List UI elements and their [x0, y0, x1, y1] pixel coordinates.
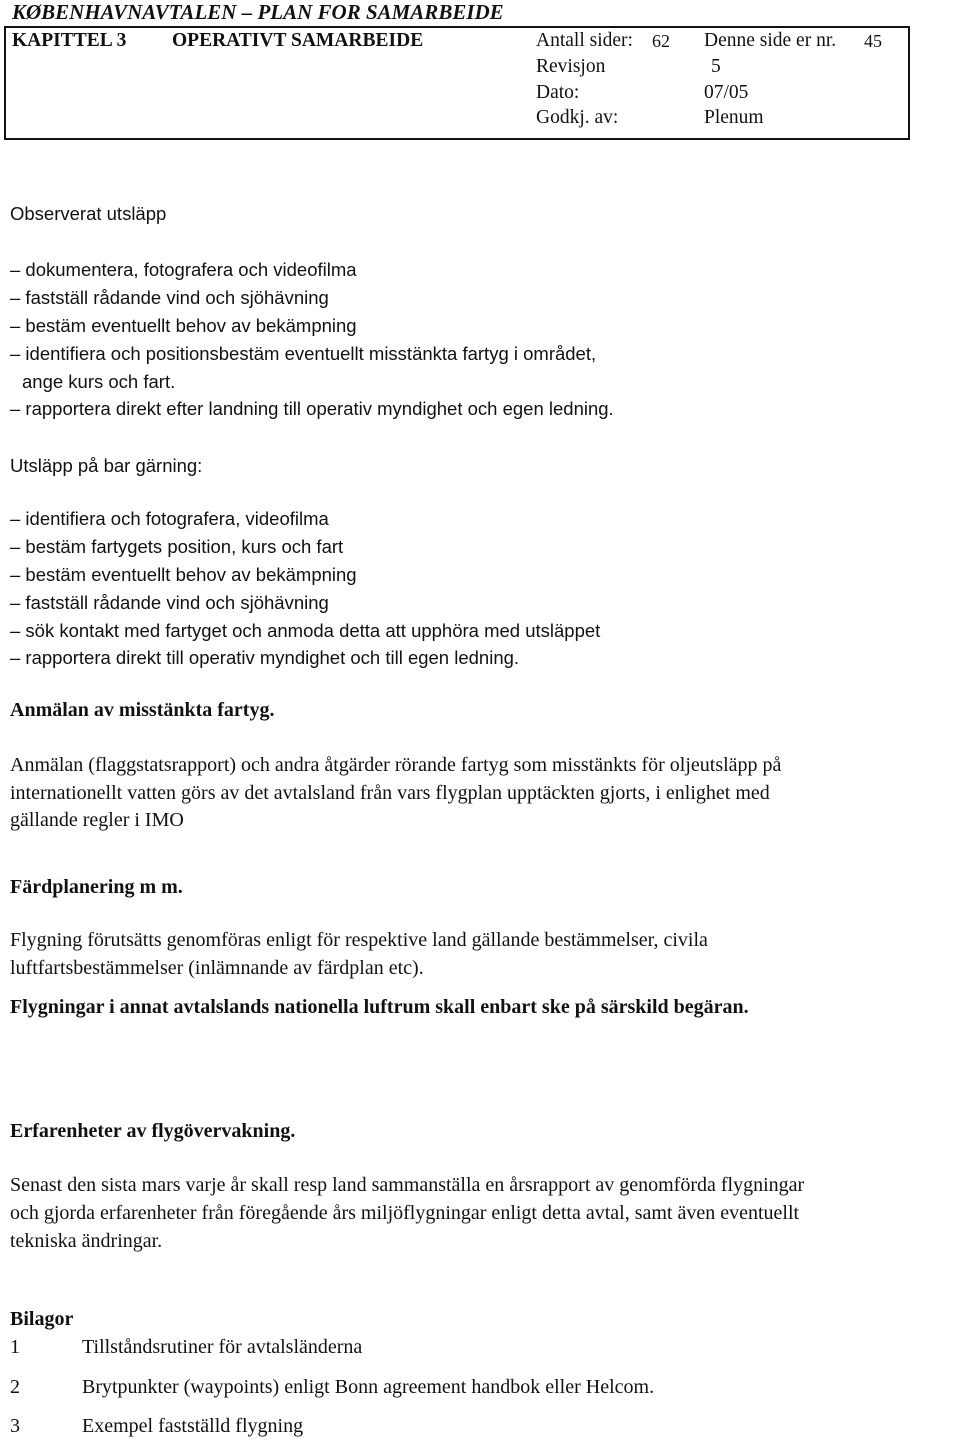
date-label: Dato:	[536, 82, 580, 103]
attachment-title: Brytpunkter (waypoints) enligt Bonn agreement handbok eller Helcom.	[82, 1376, 655, 1398]
date-value: 07/05	[704, 82, 749, 103]
pages-label: Antall sider:	[536, 30, 633, 51]
paragraph-line: Anmälan (flaggstatsrapport) och andra åtgärder rörande fartyg som misstänkts för oljeutsläpp på	[10, 754, 782, 776]
this-page-label: Denne side er nr.	[704, 30, 837, 51]
revision-value: 5	[711, 56, 721, 77]
observed-spill-heading: Observerat utsläpp	[10, 203, 167, 224]
attachment-title: Exempel fastställd flygning	[82, 1415, 304, 1437]
list-item: – bestäm fartygets position, kurs och fart	[10, 536, 344, 557]
list-item: – bestäm eventuellt behov av bekämpning	[10, 564, 357, 585]
attachment-number: 3	[10, 1415, 20, 1437]
attachment-number: 2	[10, 1376, 20, 1398]
paragraph-line: internationellt vatten görs av det avtalsland från vars flygplan upptäckten gjorts, i enlighet med	[10, 782, 770, 804]
approved-label: Godkj. av:	[536, 107, 619, 128]
report-heading: Anmälan av misstänkta fartyg.	[10, 699, 275, 721]
caught-in-act-heading: Utsläpp på bar gärning:	[10, 455, 203, 476]
paragraph-line: tekniska ändringar.	[10, 1230, 163, 1252]
flight-planning-notice: Flygningar i annat avtalslands nationella luftrum skall enbart ske på särskild begäran.	[10, 996, 749, 1018]
paragraph-line: Flygning förutsätts genomföras enligt för respektive land gällande bestämmelser, civila	[10, 929, 708, 951]
approved-value: Plenum	[704, 107, 764, 128]
attachments-heading: Bilagor	[10, 1308, 74, 1330]
this-page-value: 45	[864, 31, 882, 51]
chapter-number: KAPITTEL 3	[12, 30, 127, 51]
list-item: – identifiera och positionsbestäm eventuellt misstänkta fartyg i området,	[10, 343, 597, 364]
list-item: – rapportera direkt till operativ myndighet och till egen ledning.	[10, 647, 520, 668]
paragraph-line: gällande regler i IMO	[10, 809, 184, 831]
list-item: – fastställ rådande vind och sjöhävning	[10, 592, 329, 613]
header-box	[4, 26, 910, 140]
list-item: – rapportera direkt efter landning till operativ myndighet och egen ledning.	[10, 398, 614, 419]
paragraph-line: luftfartsbestämmelser (inlämnande av färdplan etc).	[10, 957, 424, 979]
list-item: ange kurs och fart.	[22, 371, 176, 392]
chapter-title: OPERATIVT SAMARBEIDE	[172, 30, 424, 51]
paragraph-line: Senast den sista mars varje år skall resp land sammanställa en årsrapport av genomförda flygningar	[10, 1174, 805, 1196]
revision-label: Revisjon	[536, 56, 606, 77]
list-item: – bestäm eventuellt behov av bekämpning	[10, 315, 357, 336]
list-item: – identifiera och fotografera, videofilma	[10, 508, 329, 529]
attachment-title: Tillståndsrutiner för avtalsländerna	[82, 1336, 363, 1358]
attachment-number: 1	[10, 1336, 20, 1358]
list-item: – dokumentera, fotografera och videofilma	[10, 259, 357, 280]
list-item: – sök kontakt med fartyget och anmoda detta att upphöra med utsläppet	[10, 620, 601, 641]
list-item: – fastställ rådande vind och sjöhävning	[10, 287, 329, 308]
paragraph-line: och gjorda erfarenheter från föregående års miljöflygningar enligt detta avtal, samt även eventuellt	[10, 1202, 800, 1224]
experience-heading: Erfarenheter av flygövervakning.	[10, 1120, 296, 1142]
pages-value: 62	[652, 31, 670, 51]
document-title: KØBENHAVNAVTALEN – PLAN FOR SAMARBEIDE	[12, 0, 504, 24]
flight-planning-heading: Färdplanering m m.	[10, 876, 183, 898]
